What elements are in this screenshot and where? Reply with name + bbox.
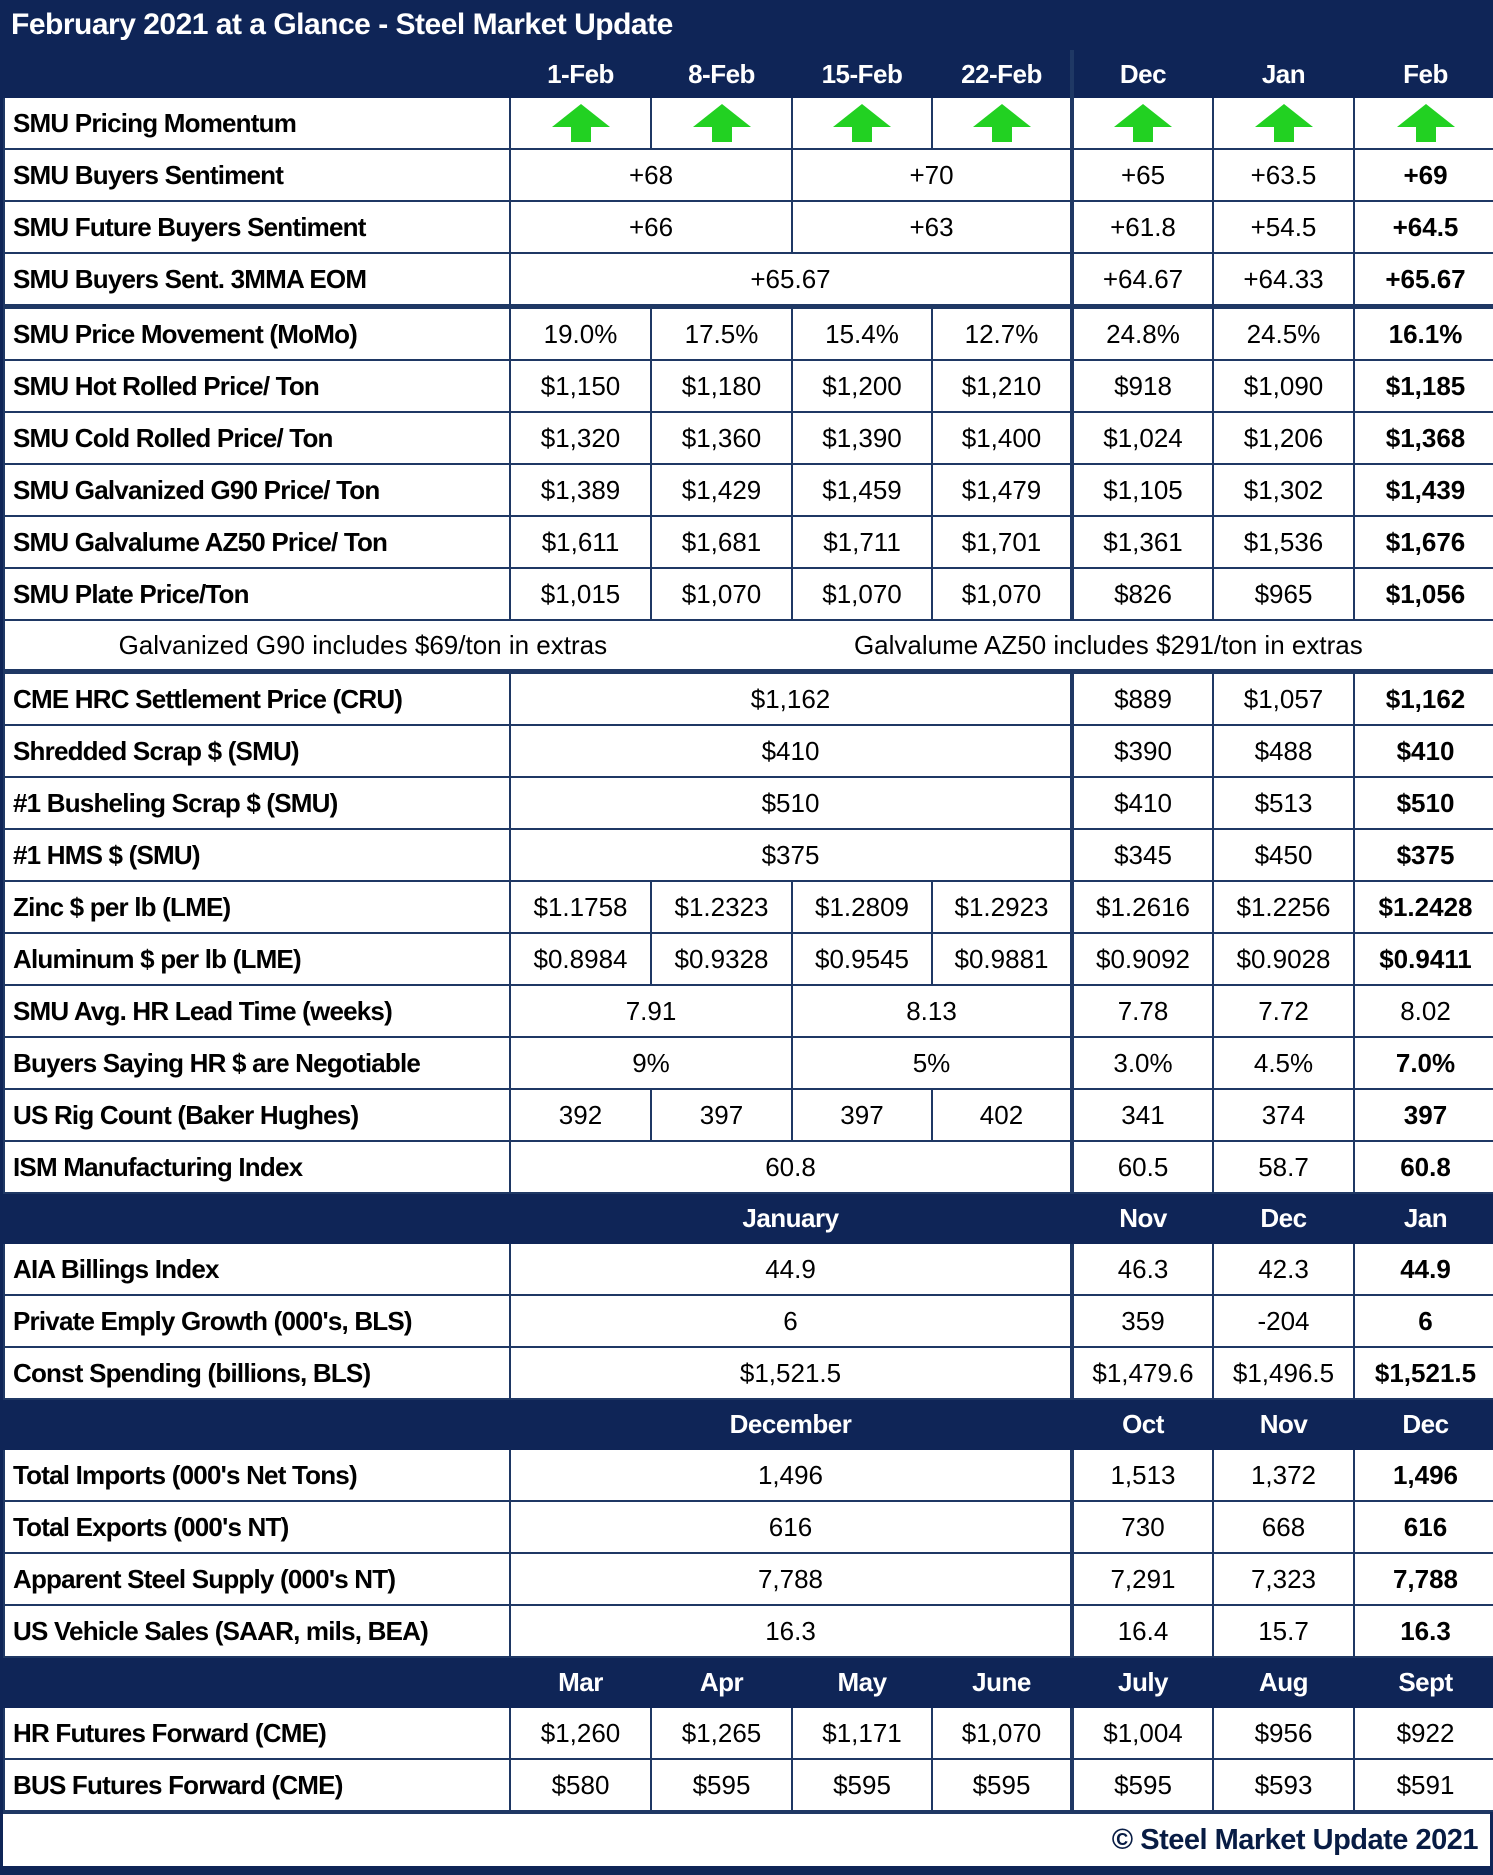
data-row — [4, 1501, 1493, 1553]
value-cell: 7,291 — [1072, 1553, 1213, 1605]
value-cell: $922 — [1354, 1707, 1493, 1759]
value-cell: 60.8 — [1354, 1141, 1493, 1193]
value-cell: $1,090 — [1213, 360, 1354, 412]
value-cell: +65 — [1072, 149, 1213, 201]
value-cell: -204 — [1213, 1295, 1354, 1347]
section-period-label: Dec — [1213, 1193, 1354, 1243]
section-period-label: Mar — [510, 1657, 651, 1707]
value-cell: 397 — [1354, 1089, 1493, 1141]
value-cell: $1,265 — [651, 1707, 792, 1759]
value-cell: $1,368 — [1354, 412, 1493, 464]
value-cell: 1,513 — [1072, 1449, 1213, 1501]
up-arrow-icon — [1075, 104, 1211, 142]
value-cell: $918 — [1072, 360, 1213, 412]
value-cell: $375 — [1354, 829, 1493, 881]
row-label: CME HRC Settlement Price (CRU) — [4, 672, 510, 726]
value-cell: $1,171 — [792, 1707, 932, 1759]
value-cell: $1,479 — [932, 464, 1072, 516]
value-cell: 60.5 — [1072, 1141, 1213, 1193]
section-period-label: Oct — [1072, 1399, 1213, 1449]
value-cell: 12.7% — [932, 307, 1072, 361]
row-label: SMU Galvanized G90 Price/ Ton — [4, 464, 510, 516]
value-cell: 7.72 — [1213, 985, 1354, 1037]
section-period-label: Aug — [1213, 1657, 1354, 1707]
value-cell: 7.78 — [1072, 985, 1213, 1037]
value-cell: +65.67 — [1354, 253, 1493, 307]
value-cell: $1.2616 — [1072, 881, 1213, 933]
row-label: SMU Cold Rolled Price/ Ton — [4, 412, 510, 464]
row-label: Buyers Saying HR $ are Negotiable — [4, 1037, 510, 1089]
data-row — [4, 412, 1493, 464]
value-cell: $1,070 — [792, 568, 932, 620]
up-arrow-icon — [934, 104, 1069, 142]
value-cell: $0.9328 — [651, 933, 792, 985]
column-header: 15-Feb — [792, 51, 932, 97]
value-cell: $1,162 — [510, 672, 1072, 726]
value-cell: +63 — [792, 201, 1072, 253]
value-cell: $1,521.5 — [510, 1347, 1072, 1399]
section-row — [4, 1193, 1493, 1243]
value-cell: $1,429 — [651, 464, 792, 516]
value-cell: $410 — [510, 725, 1072, 777]
data-row — [4, 201, 1493, 253]
data-row — [4, 1141, 1493, 1193]
value-cell: $1.2923 — [932, 881, 1072, 933]
section-row — [4, 1657, 1493, 1707]
section-period-label: December — [510, 1399, 1072, 1449]
value-cell: +54.5 — [1213, 201, 1354, 253]
value-cell: 402 — [932, 1089, 1072, 1141]
value-cell: $826 — [1072, 568, 1213, 620]
value-cell: 1,496 — [510, 1449, 1072, 1501]
row-label: SMU Pricing Momentum — [4, 97, 510, 149]
value-cell: 397 — [651, 1089, 792, 1141]
value-cell: 16.3 — [510, 1605, 1072, 1657]
value-cell: $1,681 — [651, 516, 792, 568]
data-row — [4, 933, 1493, 985]
value-cell: 1,372 — [1213, 1449, 1354, 1501]
value-cell: $1,496.5 — [1213, 1347, 1354, 1399]
data-row — [4, 1759, 1493, 1811]
row-label: Total Exports (000's NT) — [4, 1501, 510, 1553]
value-cell: $1.2323 — [651, 881, 792, 933]
section-period-label: Nov — [1213, 1399, 1354, 1449]
data-row — [4, 1089, 1493, 1141]
value-cell: 16.1% — [1354, 307, 1493, 361]
column-header: Feb — [1354, 51, 1493, 97]
value-cell: $1,360 — [651, 412, 792, 464]
momentum-cell — [792, 97, 932, 149]
table-body — [4, 97, 1493, 1811]
row-label: SMU Avg. HR Lead Time (weeks) — [4, 985, 510, 1037]
value-cell: $450 — [1213, 829, 1354, 881]
value-cell: 15.4% — [792, 307, 932, 361]
value-cell: 668 — [1213, 1501, 1354, 1553]
value-cell: 24.8% — [1072, 307, 1213, 361]
row-label: SMU Galvalume AZ50 Price/ Ton — [4, 516, 510, 568]
value-cell: +68 — [510, 149, 792, 201]
value-cell: $1,150 — [510, 360, 651, 412]
value-cell: +69 — [1354, 149, 1493, 201]
value-cell: 16.3 — [1354, 1605, 1493, 1657]
row-label: Const Spending (billions, BLS) — [4, 1347, 510, 1399]
data-row — [4, 725, 1493, 777]
value-cell: $390 — [1072, 725, 1213, 777]
value-cell: $1.1758 — [510, 881, 651, 933]
value-cell: $510 — [510, 777, 1072, 829]
row-label: SMU Price Movement (MoMo) — [4, 307, 510, 361]
data-row — [4, 149, 1493, 201]
value-cell: $1,105 — [1072, 464, 1213, 516]
data-row — [4, 1707, 1493, 1759]
row-label: Aluminum $ per lb (LME) — [4, 933, 510, 985]
value-cell: 5% — [792, 1037, 1072, 1089]
section-period-label: Apr — [651, 1657, 792, 1707]
value-cell: 1,496 — [1354, 1449, 1493, 1501]
row-label: ISM Manufacturing Index — [4, 1141, 510, 1193]
value-cell: 17.5% — [651, 307, 792, 361]
column-header-row — [4, 51, 1493, 97]
value-cell: 7.0% — [1354, 1037, 1493, 1089]
value-cell: 44.9 — [1354, 1243, 1493, 1295]
value-cell: 16.4 — [1072, 1605, 1213, 1657]
value-cell: 359 — [1072, 1295, 1213, 1347]
data-row — [4, 829, 1493, 881]
value-cell: 58.7 — [1213, 1141, 1354, 1193]
value-cell: 6 — [510, 1295, 1072, 1347]
value-cell: $1,200 — [792, 360, 932, 412]
value-cell: $1,070 — [932, 1707, 1072, 1759]
data-row — [4, 1449, 1493, 1501]
data-row — [4, 672, 1493, 726]
row-label: SMU Buyers Sentiment — [4, 149, 510, 201]
data-row — [4, 253, 1493, 307]
value-cell: $375 — [510, 829, 1072, 881]
note-galvalume-extras: Galvalume AZ50 includes $291/ton in extras — [853, 629, 1363, 660]
row-label: SMU Future Buyers Sentiment — [4, 201, 510, 253]
value-cell: $1,180 — [651, 360, 792, 412]
value-cell: 3.0% — [1072, 1037, 1213, 1089]
value-cell: 616 — [510, 1501, 1072, 1553]
row-label: AIA Billings Index — [4, 1243, 510, 1295]
row-label: US Vehicle Sales (SAAR, mils, BEA) — [4, 1605, 510, 1657]
value-cell: $1,459 — [792, 464, 932, 516]
value-cell: $1,070 — [932, 568, 1072, 620]
value-cell: 8.13 — [792, 985, 1072, 1037]
value-cell: 42.3 — [1213, 1243, 1354, 1295]
value-cell: $0.8984 — [510, 933, 651, 985]
value-cell: $1,320 — [510, 412, 651, 464]
value-cell: 4.5% — [1213, 1037, 1354, 1089]
value-cell: $593 — [1213, 1759, 1354, 1811]
value-cell: 9% — [510, 1037, 792, 1089]
value-cell: $1,260 — [510, 1707, 651, 1759]
value-cell: 8.02 — [1354, 985, 1493, 1037]
row-label: Apparent Steel Supply (000's NT) — [4, 1553, 510, 1605]
value-cell: +63.5 — [1213, 149, 1354, 201]
extras-note-cell — [4, 620, 1493, 672]
row-label: #1 Busheling Scrap $ (SMU) — [4, 777, 510, 829]
value-cell: $410 — [1072, 777, 1213, 829]
momentum-cell — [932, 97, 1072, 149]
bottom-bar — [3, 1866, 1490, 1875]
column-header: 1-Feb — [510, 51, 651, 97]
page-title: February 2021 at a Glance - Steel Market Update — [3, 0, 1490, 50]
section-period-label: Sept — [1354, 1657, 1493, 1707]
momentum-cell — [1354, 97, 1493, 149]
value-cell: +64.67 — [1072, 253, 1213, 307]
value-cell: $580 — [510, 1759, 651, 1811]
data-row — [4, 881, 1493, 933]
row-label: #1 HMS $ (SMU) — [4, 829, 510, 881]
label-column-header — [4, 51, 510, 97]
value-cell: $595 — [932, 1759, 1072, 1811]
value-cell: $1,185 — [1354, 360, 1493, 412]
value-cell: $1,701 — [932, 516, 1072, 568]
value-cell: $1,611 — [510, 516, 651, 568]
column-header: Dec — [1072, 51, 1213, 97]
value-cell: $889 — [1072, 672, 1213, 726]
value-cell: +70 — [792, 149, 1072, 201]
value-cell: $1,521.5 — [1354, 1347, 1493, 1399]
value-cell: +65.67 — [510, 253, 1072, 307]
value-cell: $513 — [1213, 777, 1354, 829]
value-cell: 19.0% — [510, 307, 651, 361]
value-cell: $965 — [1213, 568, 1354, 620]
section-period-label: Dec — [1354, 1399, 1493, 1449]
value-cell: 44.9 — [510, 1243, 1072, 1295]
value-cell: $1,015 — [510, 568, 651, 620]
row-label: SMU Plate Price/Ton — [4, 568, 510, 620]
value-cell: $1,479.6 — [1072, 1347, 1213, 1399]
row-label: BUS Futures Forward (CME) — [4, 1759, 510, 1811]
value-cell: 24.5% — [1213, 307, 1354, 361]
note-row — [4, 620, 1493, 672]
section-empty-label — [4, 1399, 510, 1449]
value-cell: $1,210 — [932, 360, 1072, 412]
value-cell: +64.5 — [1354, 201, 1493, 253]
section-period-label: January — [510, 1193, 1072, 1243]
up-arrow-icon — [1215, 104, 1352, 142]
data-row — [4, 1037, 1493, 1089]
data-row — [4, 1553, 1493, 1605]
data-row — [4, 1243, 1493, 1295]
value-cell: +66 — [510, 201, 792, 253]
momentum-cell — [510, 97, 651, 149]
section-period-label: June — [932, 1657, 1072, 1707]
section-row — [4, 1399, 1493, 1449]
up-arrow-icon — [1356, 104, 1493, 142]
value-cell: $0.9411 — [1354, 933, 1493, 985]
value-cell: $1.2256 — [1213, 881, 1354, 933]
data-row — [4, 568, 1493, 620]
column-header: Jan — [1213, 51, 1354, 97]
copyright-text: © Steel Market Update 2021 — [3, 1812, 1490, 1866]
value-cell: 7,323 — [1213, 1553, 1354, 1605]
row-label: HR Futures Forward (CME) — [4, 1707, 510, 1759]
value-cell: $595 — [651, 1759, 792, 1811]
section-empty-label — [4, 1193, 510, 1243]
value-cell: 730 — [1072, 1501, 1213, 1553]
value-cell: 15.7 — [1213, 1605, 1354, 1657]
value-cell: $956 — [1213, 1707, 1354, 1759]
value-cell: 46.3 — [1072, 1243, 1213, 1295]
data-row — [4, 516, 1493, 568]
value-cell: 616 — [1354, 1501, 1493, 1553]
row-label: Private Emply Growth (000's, BLS) — [4, 1295, 510, 1347]
row-label: Shredded Scrap $ (SMU) — [4, 725, 510, 777]
row-label: SMU Buyers Sent. 3MMA EOM — [4, 253, 510, 307]
value-cell: 7,788 — [510, 1553, 1072, 1605]
data-row — [4, 360, 1493, 412]
value-cell: $1,302 — [1213, 464, 1354, 516]
data-row — [4, 1605, 1493, 1657]
data-row — [4, 985, 1493, 1037]
value-cell: $0.9028 — [1213, 933, 1354, 985]
value-cell: $0.9881 — [932, 933, 1072, 985]
section-period-label: July — [1072, 1657, 1213, 1707]
up-arrow-icon — [653, 104, 790, 142]
data-table — [3, 50, 1493, 1812]
value-cell: +61.8 — [1072, 201, 1213, 253]
value-cell: 6 — [1354, 1295, 1493, 1347]
momentum-cell — [651, 97, 792, 149]
value-cell: $1,676 — [1354, 516, 1493, 568]
data-row — [4, 307, 1493, 361]
data-row — [4, 1295, 1493, 1347]
value-cell: 374 — [1213, 1089, 1354, 1141]
value-cell: $1,024 — [1072, 412, 1213, 464]
section-period-label: Nov — [1072, 1193, 1213, 1243]
value-cell: $1,056 — [1354, 568, 1493, 620]
value-cell: 60.8 — [510, 1141, 1072, 1193]
value-cell: $1,536 — [1213, 516, 1354, 568]
momentum-cell — [1072, 97, 1213, 149]
up-arrow-icon — [794, 104, 930, 142]
value-cell: $1,070 — [651, 568, 792, 620]
value-cell: $1.2428 — [1354, 881, 1493, 933]
value-cell: $595 — [792, 1759, 932, 1811]
value-cell: $1,162 — [1354, 672, 1493, 726]
row-label: US Rig Count (Baker Hughes) — [4, 1089, 510, 1141]
value-cell: 7.91 — [510, 985, 792, 1037]
up-arrow-icon — [512, 104, 649, 142]
momentum-row — [4, 97, 1493, 149]
section-empty-label — [4, 1657, 510, 1707]
value-cell: 397 — [792, 1089, 932, 1141]
row-label: Zinc $ per lb (LME) — [4, 881, 510, 933]
data-row — [4, 1347, 1493, 1399]
value-cell: $488 — [1213, 725, 1354, 777]
value-cell: $595 — [1072, 1759, 1213, 1811]
value-cell: $1,361 — [1072, 516, 1213, 568]
value-cell: 341 — [1072, 1089, 1213, 1141]
value-cell: $1,057 — [1213, 672, 1354, 726]
data-row — [4, 464, 1493, 516]
value-cell: $1,711 — [792, 516, 932, 568]
value-cell: $345 — [1072, 829, 1213, 881]
value-cell: $0.9545 — [792, 933, 932, 985]
value-cell: $1,439 — [1354, 464, 1493, 516]
value-cell: $1.2809 — [792, 881, 932, 933]
value-cell: +64.33 — [1213, 253, 1354, 307]
value-cell: 7,788 — [1354, 1553, 1493, 1605]
section-period-label: May — [792, 1657, 932, 1707]
row-label: SMU Hot Rolled Price/ Ton — [4, 360, 510, 412]
value-cell: 392 — [510, 1089, 651, 1141]
value-cell: $0.9092 — [1072, 933, 1213, 985]
section-period-label: Jan — [1354, 1193, 1493, 1243]
column-header: 22-Feb — [932, 51, 1072, 97]
value-cell: $1,389 — [510, 464, 651, 516]
row-label: Total Imports (000's Net Tons) — [4, 1449, 510, 1501]
momentum-cell — [1213, 97, 1354, 149]
value-cell: $510 — [1354, 777, 1493, 829]
data-row — [4, 777, 1493, 829]
value-cell: $1,390 — [792, 412, 932, 464]
note-galvanized-extras: Galvanized G90 includes $69/ton in extras — [118, 629, 608, 660]
value-cell: $1,004 — [1072, 1707, 1213, 1759]
value-cell: $1,400 — [932, 412, 1072, 464]
value-cell: $591 — [1354, 1759, 1493, 1811]
column-header: 8-Feb — [651, 51, 792, 97]
value-cell: $410 — [1354, 725, 1493, 777]
value-cell: $1,206 — [1213, 412, 1354, 464]
